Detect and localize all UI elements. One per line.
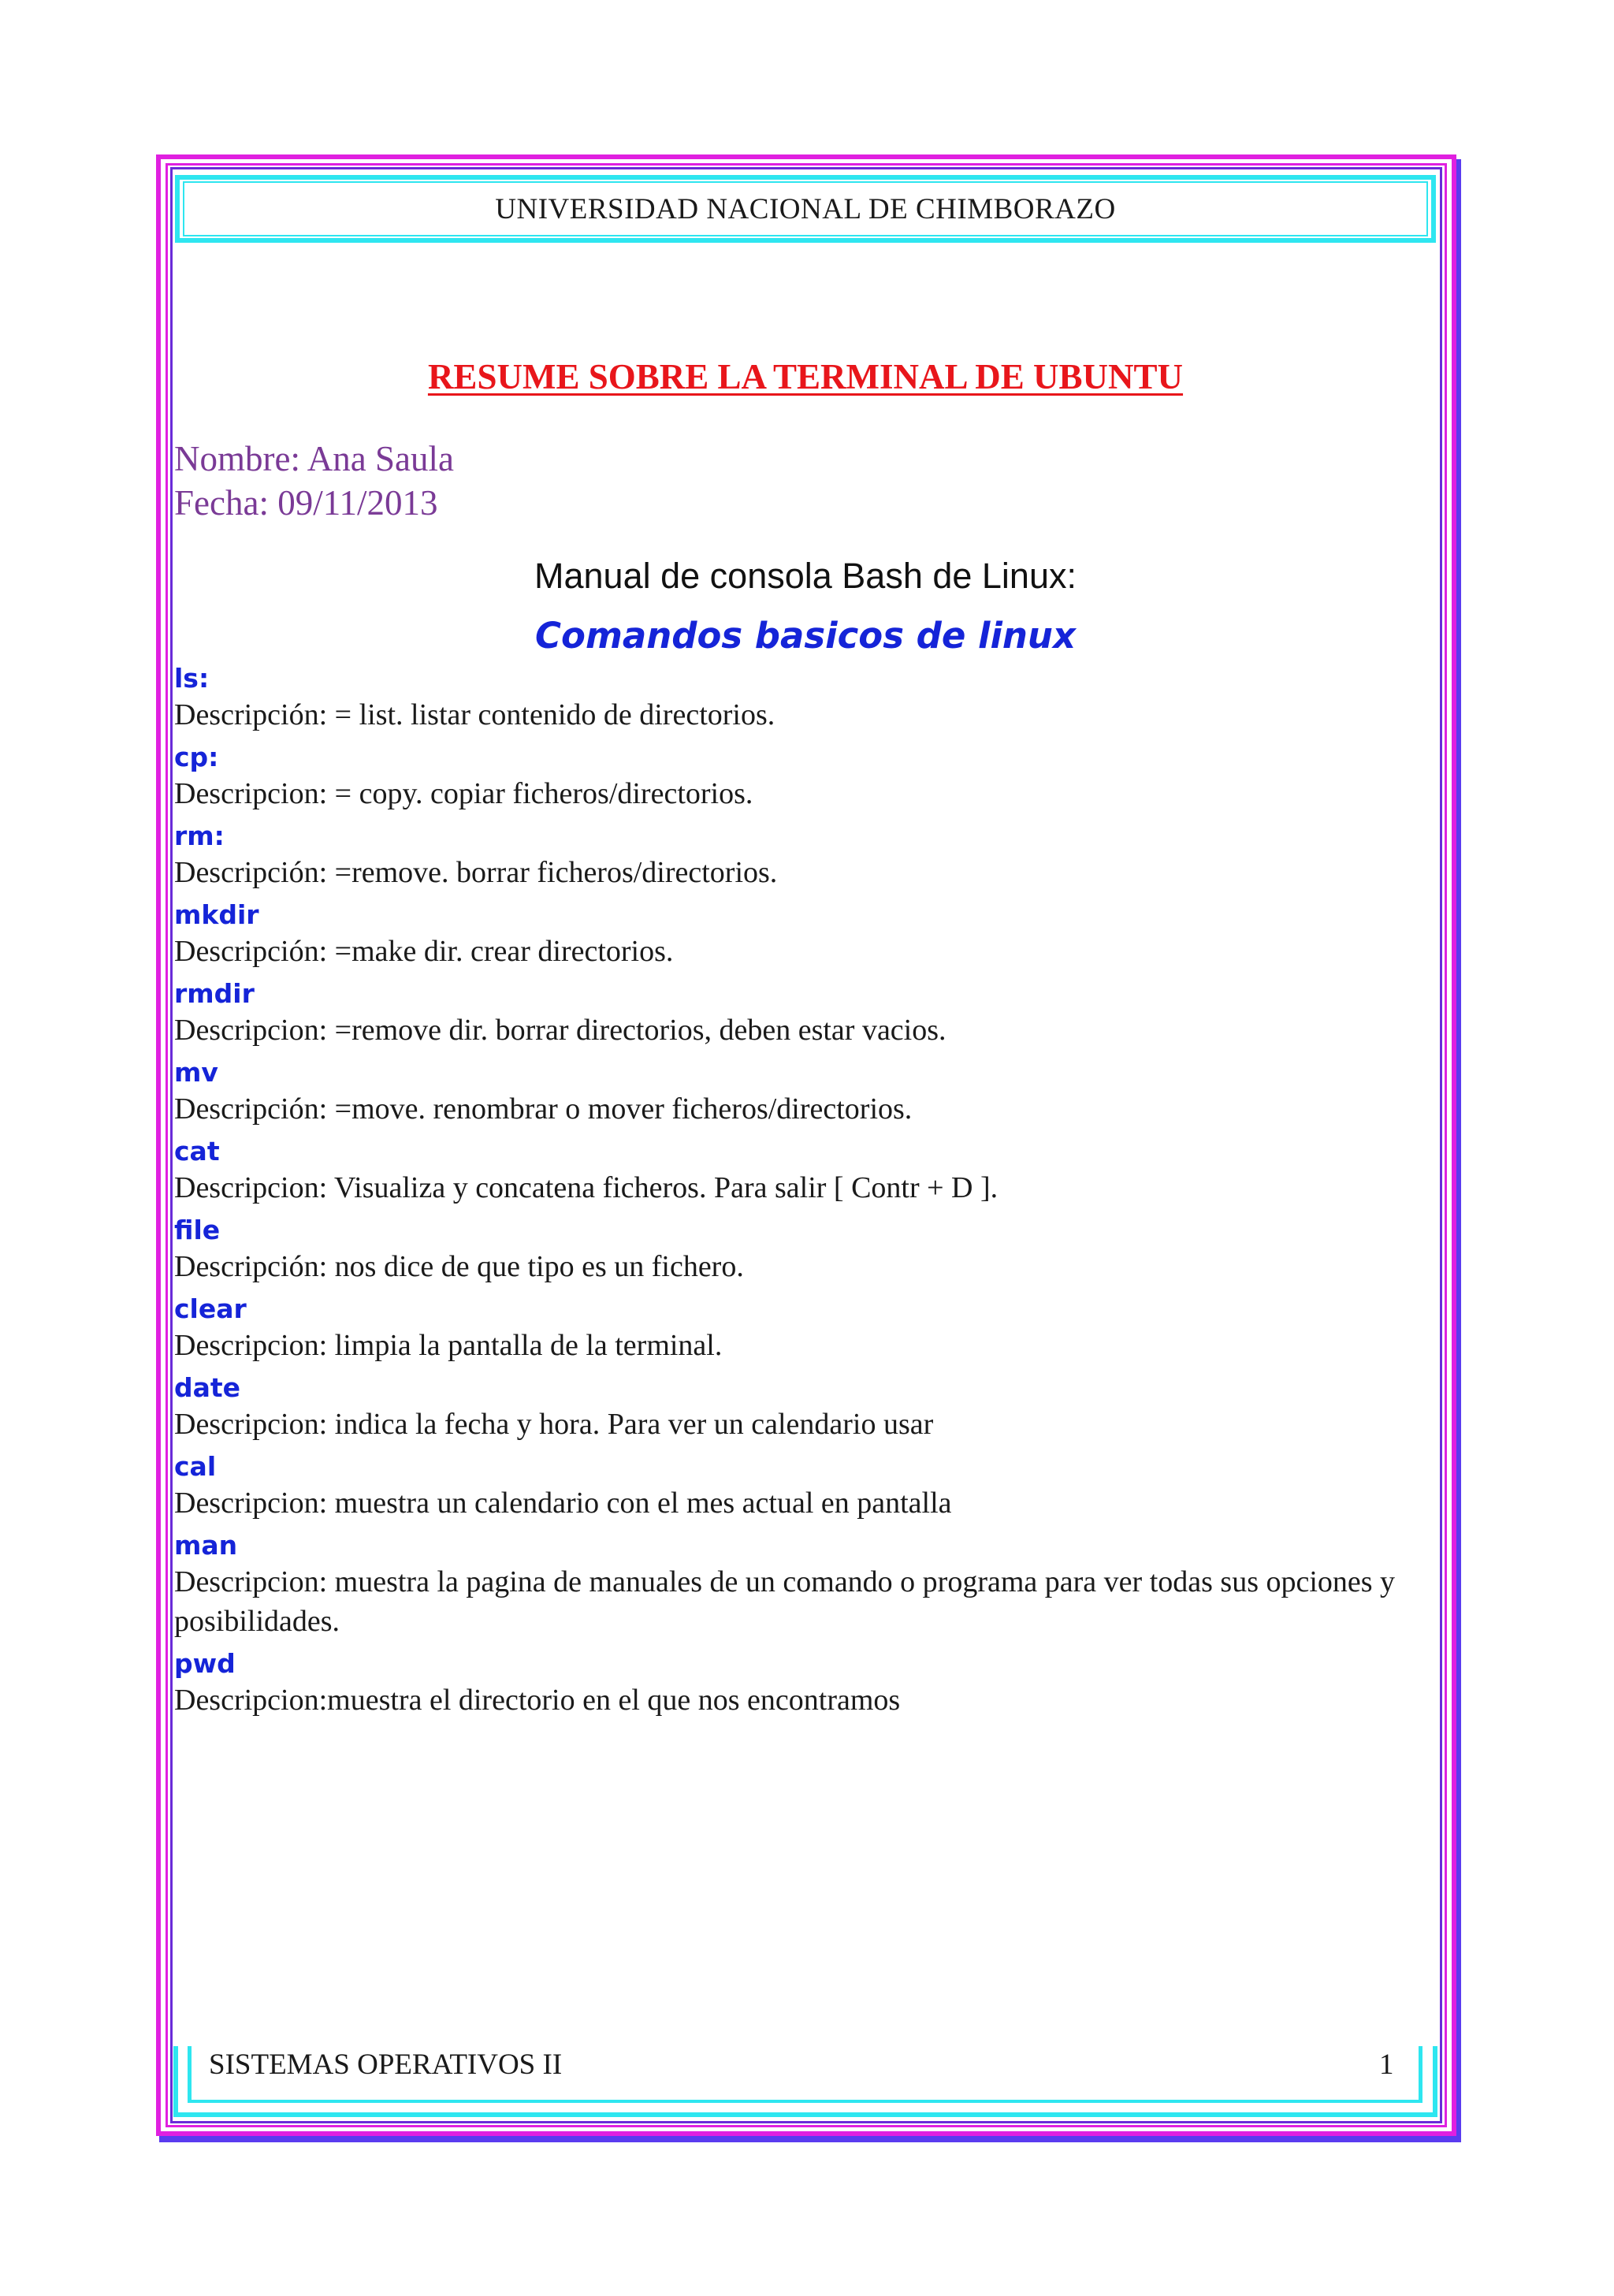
command-name: date xyxy=(174,1372,241,1403)
command-list xyxy=(174,662,1435,1720)
command-name: man xyxy=(174,1530,238,1561)
command-name: clear xyxy=(174,1293,247,1324)
footer-frame-right xyxy=(1433,2046,1437,2117)
command-description: Descripción: =make dir. crear directorios. xyxy=(174,935,674,968)
section-subtitle: Comandos basicos de linux xyxy=(535,615,1076,657)
command-description: Descripcion: indica la fecha y hora. Para ver un calendario usar xyxy=(174,1408,934,1441)
footer-frame-bottom-inner xyxy=(188,2100,1422,2103)
command-description: Descripción: =move. renombrar o mover ficheros/directorios. xyxy=(174,1092,913,1126)
document-date: Fecha: 09/11/2013 xyxy=(174,483,438,523)
footer-frame-bottom xyxy=(173,2112,1437,2117)
command-name: mv xyxy=(174,1057,218,1088)
document-title: RESUME SOBRE LA TERMINAL DE UBUNTU xyxy=(427,357,1184,396)
command-description: Descripción: =remove. borrar ficheros/directorios. xyxy=(174,856,778,889)
command-description: Descripción: = list. listar contenido de directorios. xyxy=(174,698,775,731)
command-description: Descripcion: muestra un calendario con el mes actual en pantalla xyxy=(174,1487,952,1520)
command-description: Descripcion: = copy. copiar ficheros/directorios. xyxy=(174,777,753,810)
command-name: cal xyxy=(174,1451,217,1482)
command-description: Descripcion: Visualiza y concatena ficheros. Para salir [ Contr + D ]. xyxy=(174,1171,999,1204)
command-name: rm: xyxy=(174,821,225,851)
command-name: mkdir xyxy=(174,899,259,930)
command-name: cat xyxy=(174,1136,220,1167)
author-name: Nombre: Ana Saula xyxy=(174,439,454,478)
footer-frame-left xyxy=(173,2046,178,2117)
command-name: rmdir xyxy=(174,978,255,1009)
footer-course: SISTEMAS OPERATIVOS II xyxy=(209,2049,563,2081)
command-name: file xyxy=(174,1215,221,1245)
page-number: 1 xyxy=(1379,2049,1394,2081)
command-name: ls: xyxy=(174,663,210,694)
command-description: Descripcion: =remove dir. borrar directorios, deben estar vacios. xyxy=(174,1014,946,1047)
command-name: pwd xyxy=(174,1648,236,1679)
header-university: UNIVERSIDAD NACIONAL DE CHIMBORAZO xyxy=(495,192,1116,225)
command-description: Descripción: nos dice de que tipo es un fichero. xyxy=(174,1250,744,1283)
command-name: cp: xyxy=(174,742,219,772)
command-description: Descripcion: muestra la pagina de manuales de un comando o programa para ver todas sus opciones y posibilidades. xyxy=(174,1565,1396,1638)
footer-frame-left-inner xyxy=(188,2046,192,2103)
command-description: Descripcion:muestra el directorio en el que nos encontramos xyxy=(174,1684,901,1717)
manual-heading: Manual de consola Bash de Linux: xyxy=(534,556,1077,596)
command-description: Descripcion: limpia la pantalla de la terminal. xyxy=(174,1329,723,1362)
footer-frame-right-inner xyxy=(1419,2046,1422,2103)
